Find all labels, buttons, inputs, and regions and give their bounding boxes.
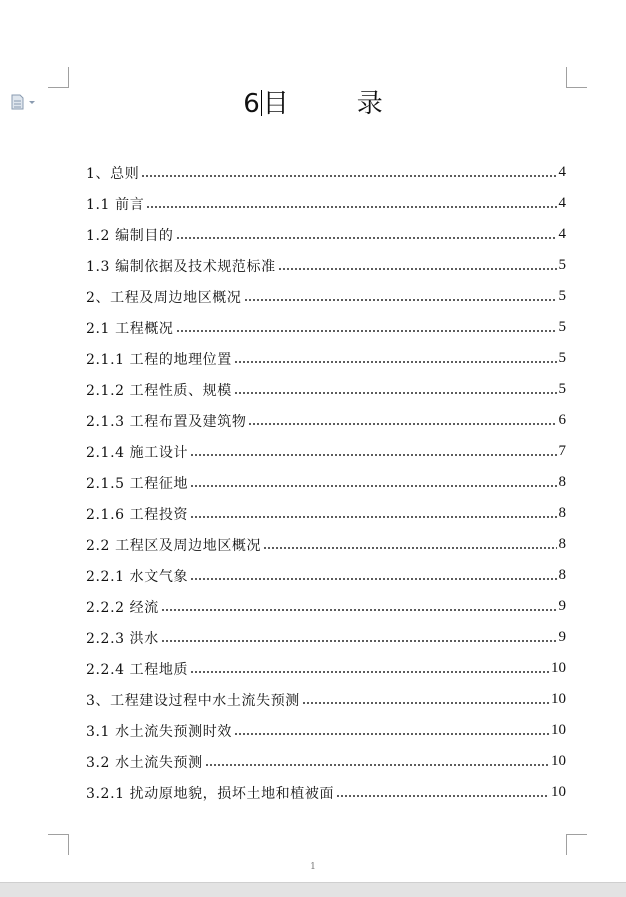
toc-entry-label: 3.2.1 扰动原地貌，损坏土地和植被面 bbox=[86, 785, 335, 802]
toc-leader-dots bbox=[161, 640, 557, 642]
toc-entry[interactable] bbox=[86, 281, 566, 312]
toc-entry-page: 10 bbox=[551, 691, 566, 707]
crop-mark-top-left bbox=[48, 67, 69, 88]
toc-entry-label: 2.2.2 经流 bbox=[86, 599, 159, 616]
toc-entry-page: 10 bbox=[551, 784, 566, 800]
toc-entry[interactable] bbox=[86, 250, 566, 281]
toc-leader-dots bbox=[278, 268, 557, 270]
toc-entry[interactable] bbox=[86, 467, 566, 498]
toc-entry-page: 7 bbox=[558, 443, 566, 459]
toc-leader-dots bbox=[190, 454, 556, 456]
title-number: 6 bbox=[243, 89, 260, 119]
toc-leader-dots bbox=[176, 330, 557, 332]
toc-entry-label: 1.3 编制依据及技术规范标准 bbox=[86, 258, 276, 275]
toc-entry-page: 10 bbox=[551, 722, 566, 738]
toc-entry-label: 1、总则 bbox=[86, 165, 140, 182]
toc-entry[interactable] bbox=[86, 343, 566, 374]
table-of-contents bbox=[86, 157, 566, 808]
toc-entry-page: 5 bbox=[558, 381, 566, 397]
toc-leader-dots bbox=[205, 764, 549, 766]
toc-leader-dots bbox=[263, 547, 556, 549]
toc-entry-label: 3.1 水土流失预测时效 bbox=[86, 723, 232, 740]
crop-mark-top-right bbox=[566, 67, 587, 88]
crop-mark-bottom-right bbox=[566, 834, 587, 855]
toc-entry[interactable] bbox=[86, 405, 566, 436]
toc-entry-label: 2.2 工程区及周边地区概况 bbox=[86, 537, 262, 554]
toc-entry[interactable] bbox=[86, 777, 566, 808]
toc-entry-label: 2.2.3 洪水 bbox=[86, 630, 159, 647]
toc-entry-label: 1.1 前言 bbox=[86, 196, 145, 213]
toc-entry-page: 8 bbox=[558, 536, 566, 552]
toc-leader-dots bbox=[190, 578, 556, 580]
toc-entry-page: 5 bbox=[558, 288, 566, 304]
toc-leader-dots bbox=[146, 206, 556, 208]
toc-leader-dots bbox=[176, 237, 557, 239]
toc-entry-label: 2.1.2 工程性质、规模 bbox=[86, 382, 232, 399]
toc-entry-label: 2.2.4 工程地质 bbox=[86, 661, 189, 678]
toc-entry-page: 8 bbox=[558, 474, 566, 490]
toc-entry-page: 4 bbox=[558, 164, 566, 180]
toc-leader-dots bbox=[302, 702, 549, 704]
toc-entry-page: 4 bbox=[558, 195, 566, 211]
toc-leader-dots bbox=[234, 733, 549, 735]
toc-entry-page: 9 bbox=[558, 629, 566, 645]
toc-entry[interactable] bbox=[86, 560, 566, 591]
title-word-1: 目 bbox=[262, 89, 289, 119]
toc-entry-label: 3.2 水土流失预测 bbox=[86, 754, 203, 771]
toc-entry[interactable] bbox=[86, 436, 566, 467]
toc-entry-label: 2.1.3 工程布置及建筑物 bbox=[86, 413, 247, 430]
title-word-2: 录 bbox=[356, 89, 383, 119]
toc-entry-label: 3、工程建设过程中水土流失预测 bbox=[86, 692, 300, 709]
toc-entry[interactable] bbox=[86, 312, 566, 343]
toc-entry-label: 2.1.6 工程投资 bbox=[86, 506, 189, 523]
toc-entry[interactable] bbox=[86, 529, 566, 560]
toc-leader-dots bbox=[336, 795, 549, 797]
toc-entry[interactable] bbox=[86, 715, 566, 746]
toc-entry[interactable] bbox=[86, 684, 566, 715]
toc-entry[interactable] bbox=[86, 374, 566, 405]
crop-mark-bottom-left bbox=[48, 834, 69, 855]
toc-leader-dots bbox=[161, 609, 557, 611]
toc-leader-dots bbox=[244, 299, 557, 301]
toc-leader-dots bbox=[248, 423, 556, 425]
toc-entry[interactable] bbox=[86, 188, 566, 219]
toc-entry-label: 2.1 工程概况 bbox=[86, 320, 174, 337]
toc-entry[interactable] bbox=[86, 157, 566, 188]
toc-entry[interactable] bbox=[86, 622, 566, 653]
toc-entry-label: 2.1.1 工程的地理位置 bbox=[86, 351, 232, 368]
toc-entry-page: 6 bbox=[558, 412, 566, 428]
toc-entry-page: 10 bbox=[551, 753, 566, 769]
toc-leader-dots bbox=[234, 361, 557, 363]
toc-entry-page: 4 bbox=[558, 226, 566, 242]
toc-entry-page: 5 bbox=[558, 257, 566, 273]
toc-entry[interactable] bbox=[86, 591, 566, 622]
toc-leader-dots bbox=[190, 485, 556, 487]
toc-entry-label: 1.2 编制目的 bbox=[86, 227, 174, 244]
toc-leader-dots bbox=[190, 671, 549, 673]
toc-entry-page: 10 bbox=[551, 660, 566, 676]
toc-entry-label: 2、工程及周边地区概况 bbox=[86, 289, 242, 306]
toc-entry[interactable] bbox=[86, 498, 566, 529]
toc-leader-dots bbox=[190, 516, 556, 518]
toc-entry-label: 2.1.5 工程征地 bbox=[86, 475, 189, 492]
page-title bbox=[0, 86, 626, 122]
toc-entry[interactable] bbox=[86, 746, 566, 777]
toc-entry[interactable] bbox=[86, 653, 566, 684]
toc-leader-dots bbox=[141, 175, 556, 177]
window-bottom-bar bbox=[0, 882, 626, 897]
toc-entry-page: 5 bbox=[558, 319, 566, 335]
toc-entry[interactable] bbox=[86, 219, 566, 250]
toc-entry-label: 2.2.1 水文气象 bbox=[86, 568, 189, 585]
toc-entry-page: 8 bbox=[558, 505, 566, 521]
toc-entry-label: 2.1.4 施工设计 bbox=[86, 444, 189, 461]
toc-entry-page: 5 bbox=[558, 350, 566, 366]
toc-entry-page: 9 bbox=[558, 598, 566, 614]
page-number: 1 bbox=[310, 862, 316, 872]
toc-entry-page: 8 bbox=[558, 567, 566, 583]
text-cursor bbox=[261, 90, 262, 116]
toc-leader-dots bbox=[234, 392, 557, 394]
